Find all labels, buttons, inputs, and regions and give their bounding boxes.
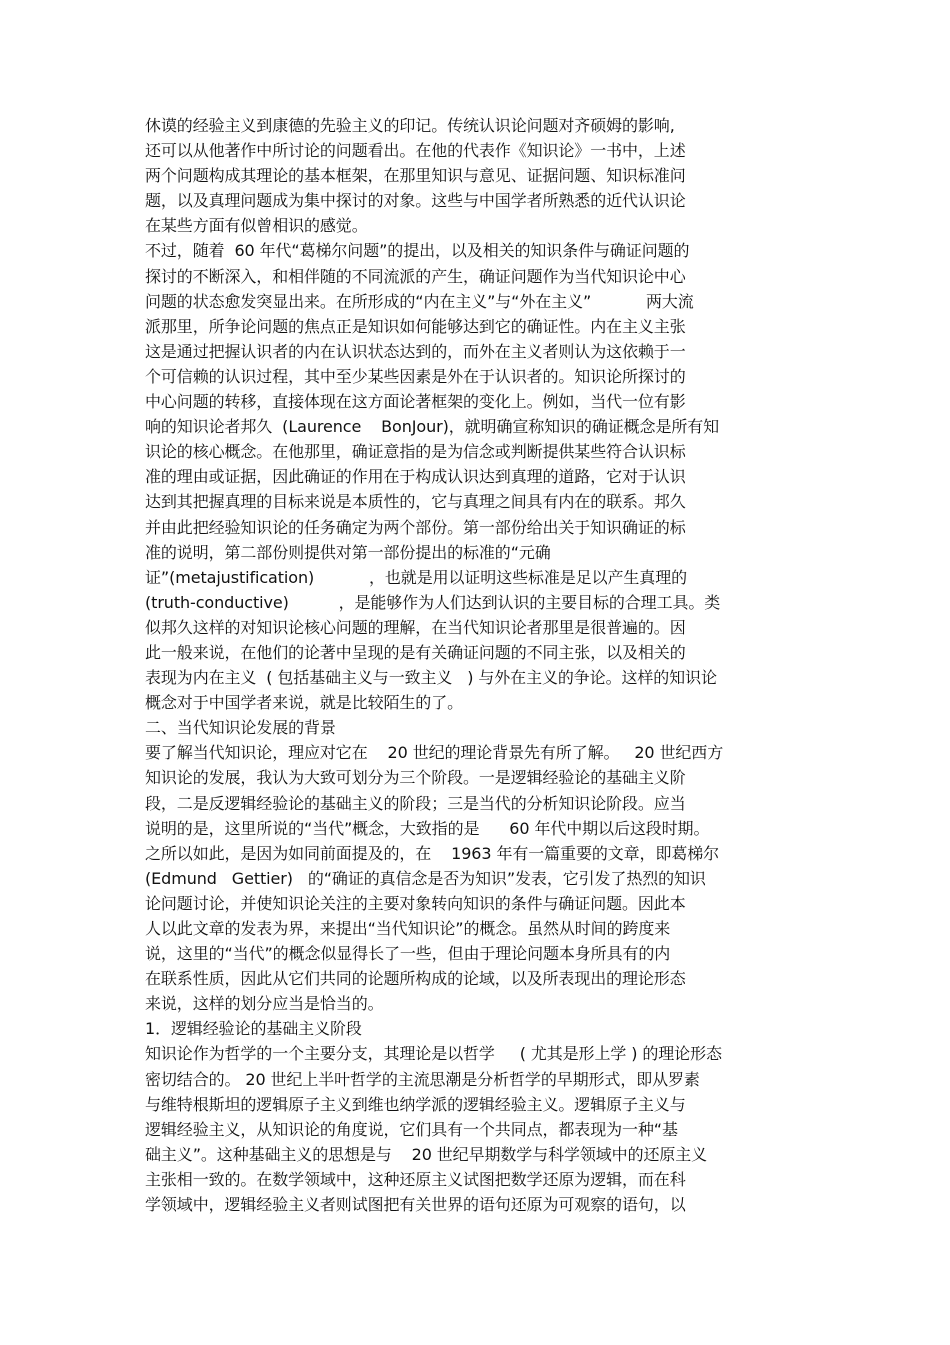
text-line: 问题的状态愈发突显出来。在所形成的“内在主义”与“外在主义” 两大流 <box>145 291 694 311</box>
text-line: 主张相一致的。在数学领域中，这种还原主义试图把数学还原为逻辑，而在科 <box>145 1169 686 1189</box>
text-line: 人以此文章的发表为界，来提出“当代知识论”的概念。虽然从时间的跨度来 <box>145 919 671 938</box>
text-line: 探讨的不断深入，和相伴随的不同流派的产生，确证问题作为当代知识论中心 <box>145 266 686 286</box>
text-line: 与维特根斯坦的逻辑原子主义到维也纳学派的逻辑经验主义。逻辑原子主义与 <box>145 1094 686 1114</box>
text-line: 础主义”。这种基础主义的思想是与 20 世纪早期数学与科学领域中的还原主义 <box>145 1144 708 1164</box>
text-line: 准的说明，第二部份则提供对第一部份提出的标准的“元确 <box>145 542 551 562</box>
text-line: 个可信赖的认识过程，其中至少某些因素是外在于认识者的。知识论所探讨的 <box>145 366 686 386</box>
text-line: 证”(metajustification) ，也就是用以证明这些标准是足以产生真理的 <box>145 567 687 587</box>
text-line: 表现为内在主义 ( 包括基础主义与一致主义 ) 与外在主义的争论。这样的知识论 <box>145 668 717 688</box>
text-line: 段，二是反逻辑经验论的基础主义的阶段；三是当代的分析知识论阶段。应当 <box>145 793 686 813</box>
text-line: 1．逻辑经验论的基础主义阶段 <box>145 1019 362 1039</box>
text-line: 并由此把经验知识论的任务确定为两个部份。第一部份给出关于知识确证的标 <box>145 517 686 537</box>
text-line: 中心问题的转移，直接体现在这方面论著框架的变化上。例如，当代一位有影 <box>145 392 686 412</box>
text-line: 二、当代知识论发展的背景 <box>145 718 336 738</box>
text-line: 知识论作为哲学的一个主要分支，其理论是以哲学 ( 尤其是形上学 ) 的理论形态 <box>145 1044 722 1064</box>
text-line: 来说，这样的划分应当是恰当的。 <box>145 994 384 1014</box>
text-line: 概念对于中国学者来说，就是比较陌生的了。 <box>145 693 464 713</box>
text-line: 响的知识论者邦久 (Laurence BonJour)，就明确宣称知识的确证概念是所有知 <box>145 417 720 437</box>
text-line: 学领域中，逻辑经验主义者则试图把有关世界的语句还原为可观察的语句，以 <box>145 1195 686 1215</box>
text-line: 达到其把握真理的目标来说是本质性的，它与真理之间具有内在的联系。邦久 <box>145 492 686 512</box>
text-line: 此一般来说，在他们的论著中呈现的是有关确证问题的不同主张，以及相关的 <box>145 642 686 662</box>
text-line: (Edmund Gettier) 的“确证的真信念是否为知识”发表，它引发了热烈的知识 <box>145 868 706 888</box>
text-line: 休谟的经验主义到康德的先验主义的印记。传统认识论问题对齐硕姆的影响, <box>145 116 675 135</box>
text-line: 还可以从他著作中所讨论的问题看出。在他的代表作《知识论》一书中，上述 <box>145 141 686 161</box>
text-line: (truth-conductive) ，是能够作为人们达到认识的主要目标的合理工具。类 <box>145 592 721 612</box>
text-line: 似邦久这样的对知识论核心问题的理解，在当代知识论者那里是很普遍的。因 <box>145 617 686 637</box>
body-text <box>145 113 805 1217</box>
text-line: 准的理由或证据，因此确证的作用在于构成认识达到真理的道路，它对于认识 <box>145 467 686 487</box>
text-line: 论问题讨论，并使知识论关注的主要对象转向知识的条件与确证问题。因此本 <box>145 893 686 913</box>
text-line: 要了解当代知识论，理应对它在 20 世纪的理论背景先有所了解。 20 世纪西方 <box>145 743 724 763</box>
text-line: 密切结合的。 20 世纪上半叶哲学的主流思潮是分析哲学的早期形式，即从罗素 <box>145 1069 700 1089</box>
text-line: 不过，随着 60 年代“葛梯尔问题”的提出，以及相关的知识条件与确证问题的 <box>145 241 690 261</box>
text-line: 说明的是，这里所说的“当代”概念，大致指的是 60 年代中期以后这段时期。 <box>145 818 710 838</box>
text-line: 这是通过把握认识者的内在认识状态达到的，而外在主义者则认为这依赖于一 <box>145 341 686 361</box>
text-line: 在联系性质，因此从它们共同的论题所构成的论域，以及所表现出的理论形态 <box>145 969 686 989</box>
text-line: 之所以如此，是因为如同前面提及的，在 1963 年有一篇重要的文章，即葛梯尔 <box>145 843 720 863</box>
text-line: 两个问题构成其理论的基本框架，在那里知识与意见、证据问题、知识标准问 <box>145 166 686 186</box>
text-line: 知识论的发展，我认为大致可划分为三个阶段。一是逻辑经验论的基础主义阶 <box>145 768 686 788</box>
text-line: 派那里，所争论问题的焦点正是知识如何能够达到它的确证性。内在主义主张 <box>145 316 686 336</box>
text-line: 说，这里的“当代”的概念似显得长了一些，但由于理论问题本身所具有的内 <box>145 944 671 964</box>
text-line: 在某些方面有似曾相识的感觉。 <box>145 216 368 236</box>
text-line: 逻辑经验主义，从知识论的角度说，它们具有一个共同点，都表现为一种“基 <box>145 1119 678 1139</box>
text-line: 识论的核心概念。在他那里，确证意指的是为信念或判断提供某些符合认识标 <box>145 442 686 462</box>
text-line: 题，以及真理问题成为集中探讨的对象。这些与中国学者所熟悉的近代认识论 <box>145 191 686 211</box>
